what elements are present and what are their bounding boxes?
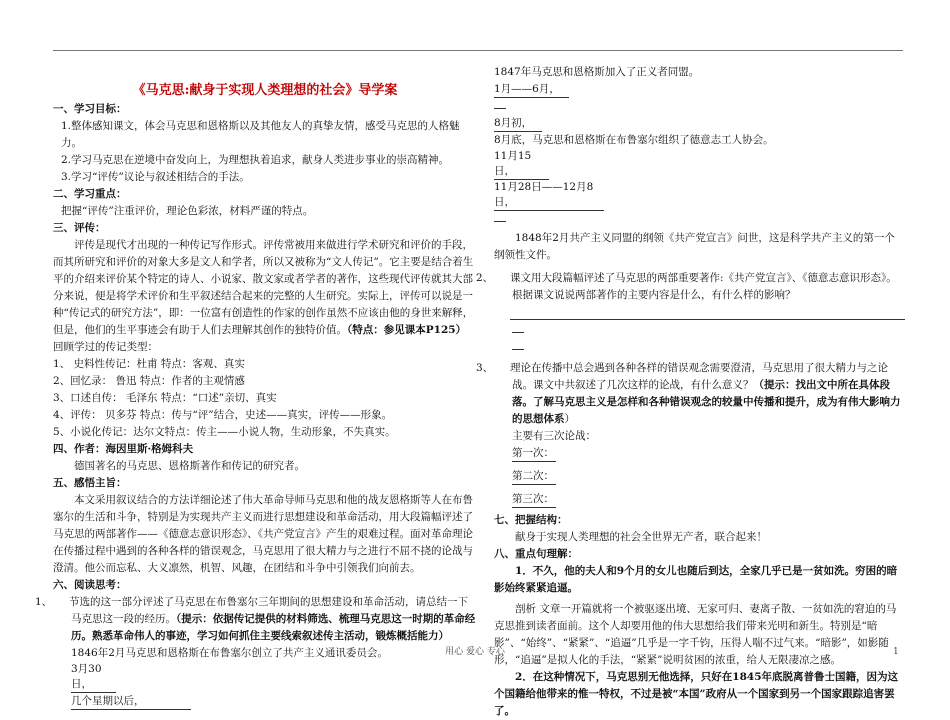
answer-line[interactable]: [510, 304, 905, 320]
question-3-text: 理论在传播中总会遇到各种各样的错误观念需要澄清，马克思用了很大精力与之论战。课文中共叙述了几次这样的论战，有什么意义？: [510, 362, 888, 391]
question-3-number: 3、: [476, 362, 494, 374]
question-3-hint-prefix: （提示：: [753, 379, 796, 391]
page-number: 1: [893, 647, 899, 657]
section-3-heading: 三、评传：: [53, 222, 106, 234]
section-8-heading: 八、重点句理解：: [494, 548, 578, 560]
answer-blank[interactable]: [494, 221, 506, 222]
debate-blank[interactable]: 第三次：: [512, 492, 556, 508]
review-label: 回顾学过的传记类型：: [53, 341, 158, 353]
section-5-heading: 五、感悟主旨：: [53, 477, 127, 489]
question-3-hint-end: ）: [564, 413, 575, 425]
debates-label: 主要有三次论战：: [512, 430, 596, 442]
question-1-hint: （提示：依据传记提供的材料筛选、梳理马克思这一时期的革命经历。熟悉革命伟人的事迹，学习如何抓住主要线索叙述传主活动，锻炼概括能力）: [71, 613, 476, 642]
question-2: [476, 270, 905, 304]
answer-blank[interactable]: [494, 108, 506, 109]
section-7-heading: 七、把握结构：: [494, 514, 568, 526]
question-1-text: 节选的这一部分评述了马克思在布鲁塞尔三年期间的思想建设和革命活动，请总结一下马克思这一段的经历。: [69, 596, 468, 625]
biography-type: 2、回忆录： 鲁迅 特点：作者的主观情感: [53, 375, 245, 387]
timeline-blank[interactable]: 11月28日——12月8日，: [494, 180, 604, 211]
timeline-blank[interactable]: 1月——6月，: [494, 82, 569, 98]
question-2-text: 课文用大段篇幅评述了马克思的两部重要著作:《共产党宣言》、《德意志意识形态》。根据课文说说两部著作的主要内容是什么，有什么样的影响？: [510, 272, 897, 301]
section-1-item: 1.整体感知课文，体会马克思和恩格斯以及其他友人的真挚友情，感受马克思的人格魅力。: [61, 120, 460, 149]
header-rule: [53, 50, 903, 51]
right-column: [476, 64, 905, 720]
section-3-paragraph: [53, 237, 477, 339]
section-7-text: 献身于实现人类理想的社会全世界无产者，联合起来！: [515, 531, 767, 543]
biography-type: 1、 史料性传记：杜甫 特点：客观、真实: [53, 358, 245, 370]
key-sentence-1: 1．不久，他的夫人和9个月的女儿也随后到达，全家几乎已是一贫如洗。穷困的暗影始终紧紧追逼。: [494, 565, 898, 594]
analysis-paragraph: 剖析 文章一开篇就将一个被驱逐出境、无家可归、妻离子散、一贫如洗的窘迫的马克思推到读者面前。这个人却要用他的伟大思想给我们带来光明和新生。特别是“暗影”、“始终”、“紧紧”、“追逼”几乎是一字千钧，压得人喘不过气来。“暗影”，如影随形，“追逼”是拟人化的手法，“紧紧”说明贫困的浓重，给人无限凄凉之感。: [494, 603, 897, 666]
section-5-paragraph: 本文采用叙议结合的方法详细论述了伟大革命导师马克思和他的战友恩格斯等人在布鲁塞尔的生活和斗争，特别是为实现共产主义而进行思想建设和革命活动，用大段篇幅评述了马克思的两部著作——《德意志意识形态》、《共产党宣言》产生的艰难过程。面对革命理论在传播过程中遇到的各种各样的错误观念，马克思用了很大精力与之进行不屈不挠的论战与澄清。他公而忘私、大义凛然，机智、风趣，在团结和斗争中引领我们向前去。: [53, 494, 473, 574]
timeline-line: 8月底，马克思和恩格斯在布鲁塞尔组织了德意志工人协会。: [494, 134, 774, 146]
question-3-hint: 找出文中所在具体段落。了解马克思主义是怎样和各种错误观念的较量中传播和提升，成为有伟大影响力的思想体系: [512, 379, 901, 425]
question-1: [35, 594, 477, 645]
section-4-heading: 四、作者：海因里斯·格姆科夫: [53, 443, 194, 455]
section-4-text: 德国著名的马克思、恩格斯著作和传记的研究者。: [74, 460, 305, 472]
section-1-heading: 一、学习目标：: [53, 103, 127, 115]
question-1-number: 1、: [35, 596, 53, 608]
timeline-line: 1847年马克思和恩格斯加入了正义者同盟。: [494, 66, 700, 78]
section-3-hint: （特点：参见课本P125）: [347, 324, 467, 336]
biography-type: 4、评传： 贝多芬 特点：传与“评”结合，史述——真实，评传——形象。: [53, 409, 393, 421]
section-2-heading: 二、学习重点：: [53, 188, 127, 200]
biography-type: 3、口述自传： 毛泽东 特点：“口述”亲切、真实: [53, 392, 277, 404]
question-2-number: 2、: [476, 272, 494, 284]
timeline-blank[interactable]: 8月初，: [494, 116, 542, 132]
timeline-blank[interactable]: 几个星期以后，: [71, 694, 191, 710]
biography-type: 5、小说化传记：达尔文特点：传主——小说人物，生动形象，不失真实。: [53, 426, 396, 438]
document-title: 《马克思:献身于实现人类理想的社会》导学案: [132, 83, 398, 98]
timeline-line: 1846年2月马克思和恩格斯在布鲁塞尔创立了共产主义通讯委员会。: [71, 647, 388, 659]
section-6-heading: 六、阅读思考：: [53, 579, 127, 591]
timeline-line: 1848年2月共产主义同盟的纲领《共产党宣言》问世，这是科学共产主义的第一个纲领性文件。: [494, 232, 895, 261]
debate-blank[interactable]: 第一次：: [512, 446, 556, 462]
answer-blank[interactable]: [512, 349, 524, 350]
section-2-text: 把握“评传”注重评价，理论色彩浓，材料严谨的特点。: [61, 205, 314, 217]
key-sentence-2: 2．在这种情况下，马克思别无他选择，只好在1845年底脱离普鲁士国籍，因为这个国籍给他带来的惟一特权，不过是被“本国”政府从一个国家到另一个国家跟踪追害罢了。: [494, 671, 899, 717]
answer-blank[interactable]: [512, 332, 524, 333]
section-3-para-text: 评传是现代才出现的一种传记写作形式。评传常被用来做进行学术研究和评价的手段，而其所研究和评价的对象大多是文人和学者，所以又被称为“文人传记”。它主要是结合着生平的介绍来评价某个特定的诗人、小说家、散文家或者学者的著作，这些现代评传就其大部分来说，便是将学术评价和生平叙述结合起来的完整的人生研究。实际上，评传可以说是一种“传记式的研究方法”，即：一位富有创造性的作家的创作虽然不应该由他的身世来解释，但是，他们的生平事迹会有助于人们去理解其创作的独特价值。: [53, 239, 474, 336]
timeline-blank[interactable]: 3月30日，: [71, 662, 116, 693]
section-1-item: 2.学习马克思在逆境中奋发向上，为理想执着追求，献身人类进步事业的崇高精神。: [61, 154, 450, 166]
left-column: [35, 72, 477, 710]
debate-blank[interactable]: 第二次：: [512, 469, 556, 485]
timeline-blank[interactable]: 11月15日，: [494, 149, 549, 180]
section-1-item: 3.学习“评传”议论与叙述相结合的手法。: [61, 171, 250, 183]
page-footer: 用心 爱心 专心: [445, 647, 505, 657]
question-3: [476, 360, 905, 428]
